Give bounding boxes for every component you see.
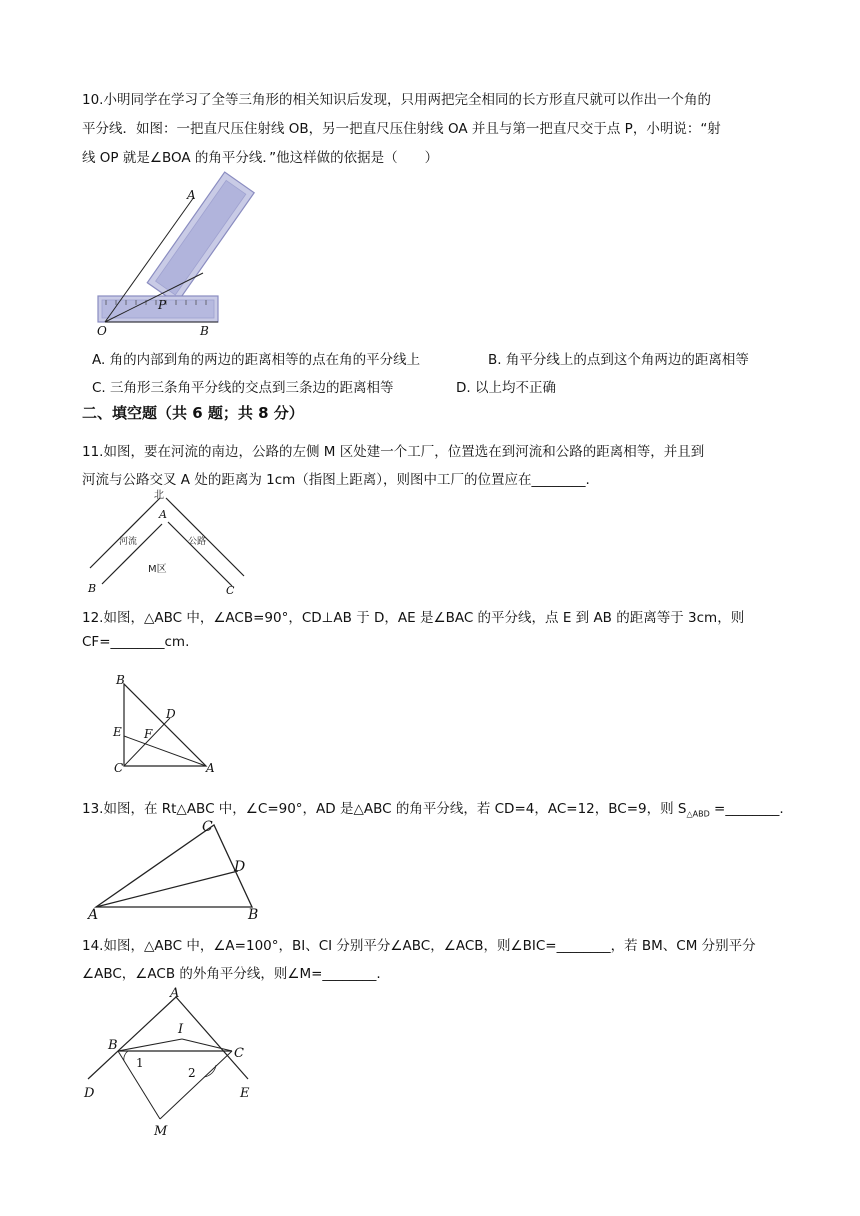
q11-label-B: B [88, 582, 97, 595]
q11-figure-river-road [86, 488, 256, 600]
q10-label-A: A [187, 188, 196, 202]
q12-line1: 12.如图，△ABC 中，∠ACB=90°，CD⊥AB 于 D，AE 是∠BAC 的平分线，点 E 到 AB 的距离等于 3cm，则 [82, 610, 745, 626]
q14-line1: 14.如图，△ABC 中，∠A=100°，BI、CI 分别平分∠ABC，∠ACB，则∠BIC=________，若 BM、CM 分别平分 [82, 938, 756, 954]
q14-label-B: B [108, 1038, 118, 1053]
q13-label-D: D [234, 859, 246, 875]
q14-label-D: D [84, 1086, 95, 1101]
q10-label-P: P [158, 298, 167, 312]
q14-label-E: E [240, 1086, 250, 1101]
q12-label-E: E [113, 725, 122, 739]
q13-label-B: B [248, 907, 259, 923]
q10-figure-rulers [90, 185, 240, 340]
q12-label-C: C [114, 761, 124, 775]
q12-label-F: F [144, 727, 153, 741]
q12-label-D: D [166, 707, 176, 721]
q13-text-post: =________. [709, 801, 784, 817]
q12-figure-triangle [110, 670, 220, 776]
q14-label-A: A [170, 986, 180, 1001]
q13-label-C: C [202, 819, 213, 835]
q12-label-A: A [206, 761, 215, 775]
q14-figure-triangle [80, 985, 260, 1137]
q10-option-d: D. 以上均不正确 [456, 380, 556, 396]
q11-label-road: 公路 [188, 537, 207, 547]
q12-label-B: B [116, 673, 125, 687]
q10-option-a: A. 角的内部到角的两边的距离相等的点在角的平分线上 [92, 352, 421, 368]
q11-label-C: C [226, 584, 235, 597]
q14-label-C: C [234, 1046, 244, 1061]
q14-label-1: 1 [136, 1056, 144, 1070]
q13-label-A: A [88, 907, 99, 923]
q13-subscript: △ABD [686, 809, 710, 819]
q10-line1: 10.小明同学在学习了全等三角形的相关知识后发现，只用两把完全相同的长方形直尺就可以作出一个角的 [82, 92, 711, 108]
q11-label-A: A [159, 508, 167, 521]
section-title: 二、填空题（共 6 题；共 8 分） [82, 404, 304, 422]
q13-figure-triangle [86, 815, 266, 923]
q13-text-pre: 13.如图，在 Rt△ABC 中，∠C=90°，AD 是△ABC 的角平分线，若 CD=4，AC=12，BC=9，则 S [82, 801, 687, 817]
q10-option-c: C. 三角形三条角平分线的交点到三条边的距离相等 [92, 380, 394, 396]
q10-label-B: B [200, 324, 209, 338]
q11-line2: 河流与公路交叉 A 处的距离为 1cm（指图上距离），则图中工厂的位置应在________. [82, 472, 590, 488]
q10-line3: 线 OP 就是∠BOA 的角平分线．”他这样做的依据是（ ） [82, 150, 439, 166]
q10-option-b: B. 角平分线上的点到这个角两边的距离相等 [488, 352, 749, 368]
q14-label-I: I [178, 1022, 184, 1037]
q14-label-M: M [154, 1124, 168, 1139]
q14-line2: ∠ABC，∠ACB 的外角平分线，则∠M=________. [82, 966, 381, 982]
q10-label-O: O [97, 324, 107, 338]
q11-line1: 11.如图，要在河流的南边，公路的左侧 M 区处建一个工厂，位置选在到河流和公路的距离相等，并且到 [82, 444, 705, 460]
q14-label-2: 2 [188, 1066, 196, 1080]
q12-line2: CF=________cm. [82, 634, 190, 650]
q10-line2: 平分线．如图：一把直尺压住射线 OB，另一把直尺压住射线 OA 并且与第一把直尺交于点 P，小明说：“射 [82, 121, 721, 137]
q11-label-zone: M区 [148, 564, 167, 575]
q11-label-river: 河流 [119, 537, 138, 547]
q11-label-north: 北 [154, 490, 164, 501]
